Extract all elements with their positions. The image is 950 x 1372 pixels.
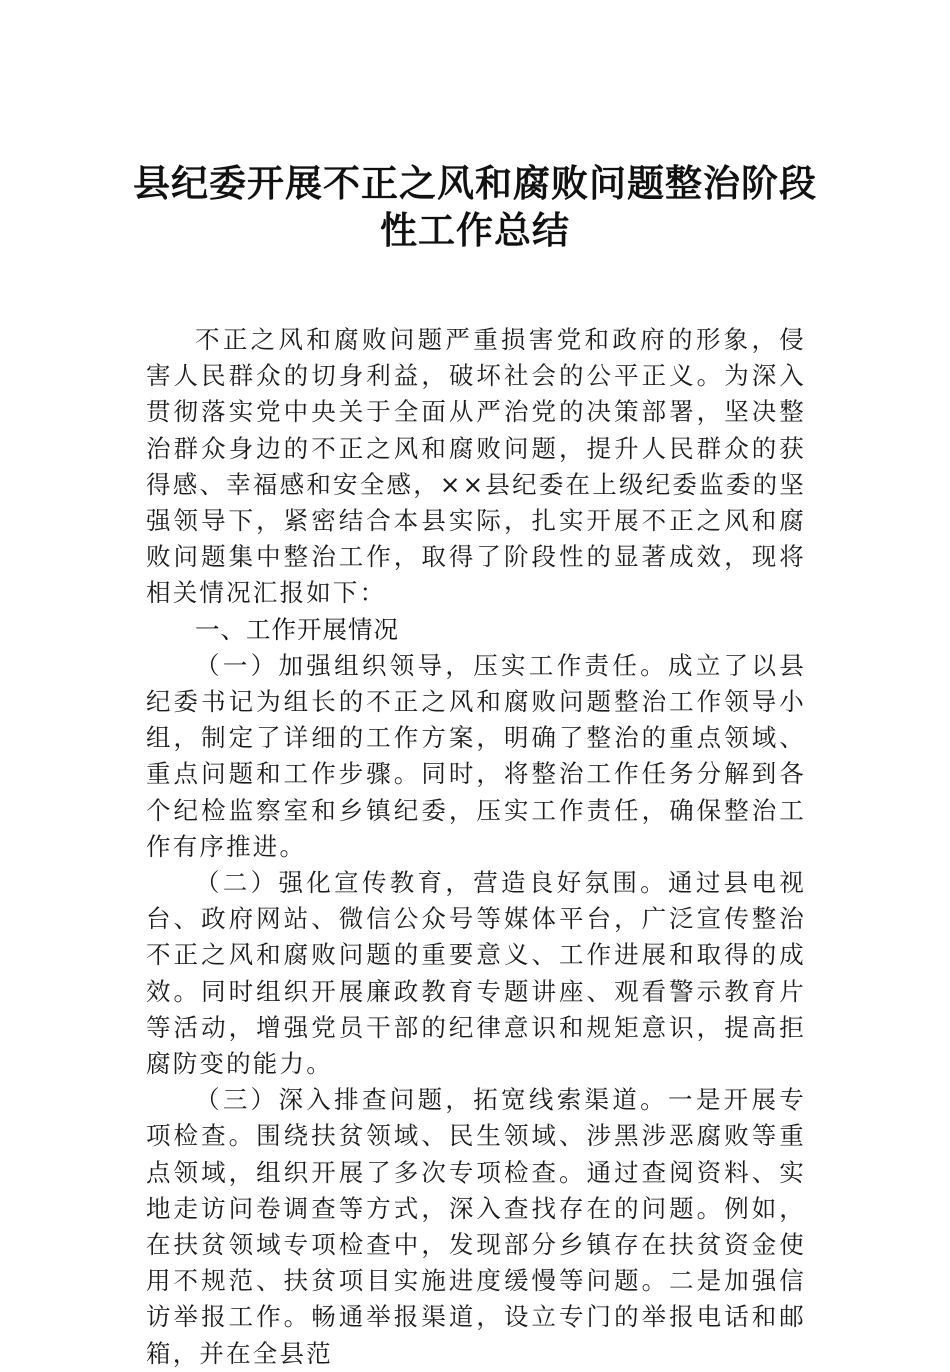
paragraph-organization: （一）加强组织领导，压实工作责任。成立了以县纪委书记为组长的不正之风和腐败问题整治工作领导小组，制定了详细的工作方案，明确了整治的重点领域、重点问题和工作步骤。同时，将整治工作任务分解到各个纪检监察室和乡镇纪委，压实工作责任，确保整治工作有序推进。	[146, 650, 806, 861]
paragraph-investigation: （三）深入排查问题，拓宽线索渠道。一是开展专项检查。围绕扶贫领域、民生领域、涉黑涉恶腐败等重点领域，组织开展了多次专项检查。通过查阅资料、实地走访问卷调查等方式，深入查找存在的问题。例如，在扶贫领域专项检查中，发现部分乡镇存在扶贫资金使用不规范、扶贫项目实施进度缓慢等问题。二是加强信访举报工作。畅通举报渠道，设立专门的举报电话和邮箱，并在全县范	[146, 1085, 806, 1368]
document-title-line-1: 县纪委开展不正之风和腐败问题整治阶段	[133, 161, 817, 205]
paragraph-publicity: （二）强化宣传教育，营造良好氛围。通过县电视台、政府网站、微信公众号等媒体平台，广泛宣传整治不正之风和腐败问题的重要意义、工作进展和取得的成效。同时组织开展廉政教育专题讲座、观看警示教育片等活动，增强党员干部的纪律意识和规矩意识，提高拒腐防变的能力。	[146, 868, 806, 1079]
section-heading: 一、工作开展情况	[195, 614, 399, 644]
document-title-line-2: 性工作总结	[380, 208, 570, 252]
intro-paragraph: 不正之风和腐败问题严重损害党和政府的形象，侵害人民群众的切身利益，破坏社会的公平正义。为深入贯彻落实党中央关于全面从严治党的决策部署，坚决整治群众身边的不正之风和腐败问题，提升人民群众的获得感、幸福感和安全感，××县纪委在上级纪委监委的坚强领导下，紧密结合本县实际，扎实开展不正之风和腐败问题集中整治工作，取得了阶段性的显著成效，现将相关情况汇报如下：	[146, 325, 806, 608]
document-body	[146, 322, 806, 1372]
